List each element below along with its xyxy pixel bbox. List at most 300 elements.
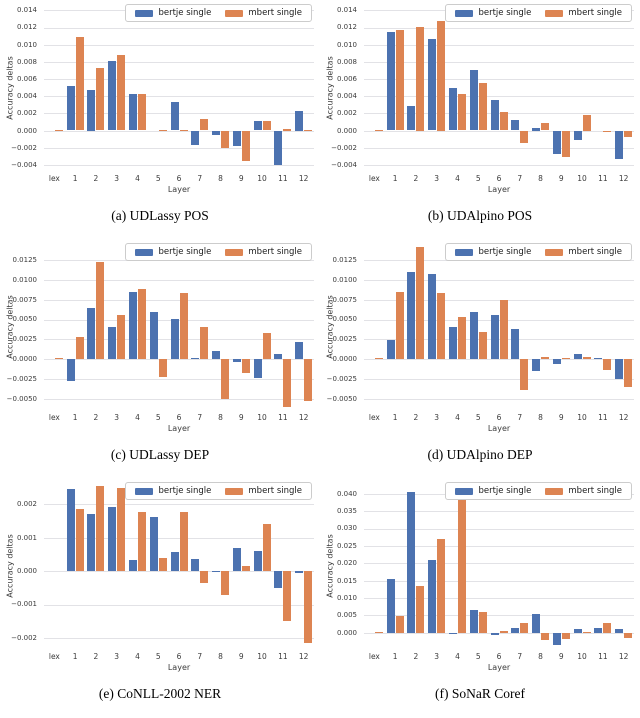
bar-mbert-8 (221, 131, 229, 148)
bar-mbert-4 (138, 289, 146, 359)
bar-mbert-5 (479, 332, 487, 359)
bar-bertje-2 (407, 492, 415, 633)
bar-mbert-6 (180, 130, 188, 131)
x-tick-label: 11 (278, 652, 288, 661)
x-tick-label: 7 (197, 652, 203, 661)
x-axis-title: Layer (167, 185, 191, 194)
gridline (364, 165, 634, 166)
bar-bertje-11 (594, 628, 602, 633)
x-tick-label: 8 (538, 413, 543, 422)
y-tick-label: −0.002 (11, 143, 37, 152)
caption-f: (f) SoNaR Coref (435, 686, 525, 701)
bar-bertje-9 (553, 633, 561, 645)
bar-mbert-12 (304, 359, 312, 401)
gridline (364, 615, 634, 616)
x-tick-label: 4 (135, 413, 140, 422)
bar-bertje-3 (108, 61, 116, 131)
bar-mbert-2 (96, 486, 104, 571)
bar-mbert-11 (603, 623, 611, 632)
caption-e: (e) CoNLL-2002 NER (98, 686, 222, 701)
caption-a: (a) UDLassy POS (111, 208, 209, 223)
bar-bertje-10 (254, 551, 262, 571)
bar-bertje-2 (87, 308, 95, 359)
y-axis-title: Accuracy deltas (5, 534, 15, 598)
bar-mbert-4 (458, 317, 466, 359)
y-tick-label: 0.0025 (12, 335, 37, 344)
x-tick-label: 8 (218, 174, 223, 183)
bar-mbert-7 (520, 359, 528, 390)
x-tick-label: 8 (538, 652, 543, 661)
bar-mbert-9 (562, 131, 570, 158)
bar-bertje-12 (295, 571, 303, 573)
bar-mbert-11 (603, 131, 611, 133)
x-tick-label: 12 (298, 174, 309, 183)
x-tick-label: 7 (197, 174, 203, 183)
x-tick-label: 5 (475, 413, 481, 422)
bar-bertje-7 (191, 131, 199, 146)
bar-bertje-10 (574, 354, 582, 359)
bar-mbert-8 (541, 633, 549, 641)
bertje-swatch-icon (135, 10, 153, 17)
x-tick-label: 9 (558, 413, 564, 422)
legend-label: mbert single (248, 486, 302, 496)
y-tick-label: 0.040 (336, 489, 357, 498)
bar-mbert-7 (200, 327, 208, 359)
bar-mbert-10 (583, 115, 591, 130)
bar-mbert-3 (117, 55, 125, 131)
legend-label: mbert single (568, 8, 622, 18)
gridline (44, 280, 314, 281)
x-tick-label: 5 (475, 652, 481, 661)
y-tick-label: 0.0100 (332, 275, 357, 284)
bar-bertje-2 (407, 272, 415, 359)
x-tick-label: 6 (496, 413, 502, 422)
x-axis-title: Layer (487, 185, 511, 194)
bar-bertje-3 (428, 560, 436, 633)
bar-bertje-1 (387, 340, 395, 359)
gridline (364, 62, 634, 63)
y-tick-label: 0.0125 (332, 256, 357, 265)
x-tick-label: 1 (72, 652, 78, 661)
x-tick-label: lex (48, 174, 60, 183)
x-tick-label: 5 (475, 174, 481, 183)
caption-d: (d) UDAlpino DEP (427, 447, 533, 462)
gridline (364, 148, 634, 149)
gridline (364, 96, 634, 97)
x-tick-label: 11 (598, 652, 608, 661)
mbert-swatch-icon (545, 10, 563, 17)
bar-mbert-7 (520, 623, 528, 633)
bar-bertje-6 (171, 102, 179, 130)
x-tick-label: 3 (434, 652, 440, 661)
bar-mbert-3 (117, 315, 125, 359)
x-tick-label: 1 (72, 413, 78, 422)
x-tick-label: 3 (114, 174, 120, 183)
bar-mbert-12 (304, 571, 312, 643)
bar-bertje-4 (449, 633, 457, 634)
y-tick-label: −0.0050 (326, 394, 357, 403)
bar-mbert-6 (500, 631, 508, 633)
x-tick-label: 10 (257, 652, 267, 661)
bar-bertje-5 (150, 312, 158, 359)
bar-bertje-5 (150, 517, 158, 571)
bar-mbert-lex (55, 358, 63, 359)
bar-bertje-5 (470, 312, 478, 360)
bar-bertje-10 (254, 121, 262, 130)
x-tick-label: 1 (392, 174, 398, 183)
bar-mbert-8 (221, 571, 229, 595)
gridline (44, 96, 314, 97)
x-tick-label: 11 (598, 174, 608, 183)
bar-mbert-5 (479, 83, 487, 130)
bar-mbert-4 (458, 94, 466, 131)
bar-bertje-12 (615, 131, 623, 159)
gridline (364, 633, 634, 634)
x-tick-label: 12 (298, 652, 309, 661)
x-tick-label: 3 (114, 652, 120, 661)
gridline (364, 79, 634, 80)
bar-bertje-4 (449, 327, 457, 359)
bar-bertje-2 (87, 514, 95, 571)
x-tick-label: 4 (135, 174, 140, 183)
x-tick-label: 6 (176, 174, 182, 183)
y-tick-label: 0.0075 (12, 295, 37, 304)
legend-label: bertje single (478, 8, 532, 18)
legend-label: bertje single (478, 486, 532, 496)
x-tick-label: 8 (218, 413, 223, 422)
bar-bertje-3 (428, 39, 436, 131)
bar-mbert-6 (180, 512, 188, 571)
y-tick-label: 0.004 (336, 92, 357, 101)
y-tick-label: −0.004 (11, 160, 37, 169)
bar-mbert-2 (96, 68, 104, 131)
bar-bertje-9 (553, 359, 561, 364)
x-tick-label: 6 (176, 413, 182, 422)
bar-bertje-10 (254, 359, 262, 378)
bar-bertje-9 (233, 359, 241, 362)
gridline (44, 359, 314, 360)
bar-mbert-1 (396, 616, 404, 632)
bar-mbert-10 (583, 357, 591, 359)
x-tick-label: 2 (413, 652, 419, 661)
y-tick-label: 0.0075 (332, 295, 357, 304)
x-tick-label: 11 (598, 413, 608, 422)
bar-mbert-1 (396, 292, 404, 359)
gridline (44, 165, 314, 166)
y-tick-label: −0.0025 (326, 374, 357, 383)
x-tick-label: 7 (517, 413, 523, 422)
x-tick-label: 4 (455, 652, 460, 661)
x-tick-label: 11 (278, 413, 288, 422)
bar-mbert-1 (76, 37, 84, 131)
x-tick-label: 5 (155, 652, 161, 661)
y-tick-label: 0.000 (336, 126, 357, 135)
bar-bertje-2 (407, 106, 415, 130)
bar-mbert-3 (437, 21, 445, 131)
x-tick-label: 7 (517, 652, 523, 661)
bar-bertje-7 (191, 358, 199, 360)
x-axis-title: Layer (487, 424, 511, 433)
x-tick-label: 10 (577, 652, 587, 661)
bar-bertje-3 (428, 274, 436, 360)
y-tick-label: 0.0100 (12, 275, 37, 284)
bar-mbert-8 (221, 359, 229, 399)
y-axis-title: Accuracy deltas (5, 56, 15, 120)
legend-item-mbert (225, 8, 302, 18)
bar-bertje-12 (615, 359, 623, 379)
x-tick-label: lex (368, 652, 380, 661)
legend-item-mbert (225, 486, 302, 496)
y-tick-label: 0.008 (336, 57, 357, 66)
y-axis-title: Accuracy deltas (325, 295, 335, 359)
gridline (364, 45, 634, 46)
legend-item-mbert (545, 247, 622, 257)
bar-bertje-12 (615, 629, 623, 633)
bar-bertje-6 (171, 319, 179, 359)
gridline (44, 45, 314, 46)
legend (445, 4, 632, 22)
x-tick-label: 10 (577, 174, 587, 183)
x-tick-label: 1 (392, 413, 398, 422)
y-tick-label: 0.012 (336, 23, 357, 32)
y-tick-label: 0.025 (336, 541, 357, 550)
bar-mbert-12 (624, 633, 632, 638)
legend (125, 482, 312, 500)
y-tick-label: −0.002 (11, 633, 37, 642)
gridline (364, 131, 634, 132)
y-tick-label: −0.004 (331, 160, 357, 169)
bar-bertje-7 (191, 559, 199, 571)
bar-mbert-10 (263, 333, 271, 359)
x-tick-label: 11 (278, 174, 288, 183)
y-tick-label: 0.0050 (332, 315, 357, 324)
legend-label: bertje single (158, 8, 212, 18)
caption-c: (c) UDLassy DEP (110, 447, 210, 462)
bar-mbert-6 (180, 293, 188, 359)
bar-bertje-2 (87, 90, 95, 130)
bar-mbert-10 (263, 524, 271, 571)
gridline (44, 504, 314, 505)
y-tick-label: 0.015 (336, 576, 357, 585)
x-tick-label: 7 (517, 174, 523, 183)
bar-bertje-5 (470, 610, 478, 633)
chart-e (0, 478, 320, 676)
x-tick-label: lex (48, 652, 60, 661)
subplot-a (0, 0, 320, 239)
x-tick-label: 9 (558, 174, 564, 183)
bar-mbert-9 (562, 358, 570, 359)
bar-mbert-2 (416, 27, 424, 131)
bertje-swatch-icon (135, 249, 153, 256)
x-tick-label: 3 (434, 413, 440, 422)
gridline (364, 563, 634, 564)
y-tick-label: 0.006 (336, 74, 357, 83)
x-tick-label: 4 (135, 652, 140, 661)
mbert-swatch-icon (225, 10, 243, 17)
bar-mbert-6 (500, 112, 508, 131)
bar-mbert-3 (117, 488, 125, 571)
x-tick-label: 3 (434, 174, 440, 183)
y-tick-label: 0.012 (16, 23, 37, 32)
gridline (364, 511, 634, 512)
bar-bertje-3 (108, 507, 116, 571)
bar-bertje-10 (574, 629, 582, 632)
y-tick-label: 0.014 (336, 6, 357, 15)
x-tick-label: 2 (93, 413, 99, 422)
y-tick-label: −0.001 (11, 600, 37, 609)
gridline (364, 529, 634, 530)
legend-item-mbert (545, 8, 622, 18)
y-tick-label: 0.0125 (12, 256, 37, 265)
gridline (44, 79, 314, 80)
bar-mbert-10 (263, 121, 271, 130)
bar-mbert-lex (55, 130, 63, 131)
y-tick-label: 0.000 (336, 628, 357, 637)
bar-bertje-8 (532, 128, 540, 131)
bar-mbert-1 (76, 337, 84, 359)
gridline (364, 399, 634, 400)
legend-label: mbert single (568, 486, 622, 496)
chart-d (320, 239, 640, 437)
legend (445, 482, 632, 500)
gridline (44, 399, 314, 400)
x-tick-label: 7 (197, 413, 203, 422)
caption-b: (b) UDAlpino POS (427, 208, 533, 223)
mbert-swatch-icon (225, 249, 243, 256)
bar-mbert-5 (159, 558, 167, 571)
gridline (44, 379, 314, 380)
x-tick-label: 3 (114, 413, 120, 422)
x-tick-label: 6 (176, 652, 182, 661)
bertje-swatch-icon (135, 488, 153, 495)
bar-mbert-7 (520, 131, 528, 144)
x-tick-label: 6 (496, 652, 502, 661)
y-tick-label: 0.0050 (12, 315, 37, 324)
x-tick-label: 2 (413, 413, 419, 422)
bar-bertje-10 (574, 131, 582, 140)
gridline (364, 28, 634, 29)
bar-bertje-7 (511, 120, 519, 130)
bar-mbert-9 (242, 359, 250, 372)
y-tick-label: 0.005 (336, 611, 357, 620)
x-tick-label: 5 (155, 174, 161, 183)
legend-item-bertje (455, 247, 531, 257)
bar-bertje-8 (212, 131, 220, 135)
x-tick-label: 12 (618, 413, 629, 422)
bar-bertje-4 (129, 560, 137, 571)
legend (125, 243, 312, 261)
legend-label: mbert single (248, 8, 302, 18)
legend (125, 4, 312, 22)
bar-mbert-5 (479, 612, 487, 633)
bar-mbert-7 (200, 571, 208, 583)
y-axis-title: Accuracy deltas (5, 295, 15, 359)
y-tick-label: 0.020 (336, 559, 357, 568)
x-tick-label: 12 (618, 174, 629, 183)
x-axis-title: Layer (487, 663, 511, 672)
subplot-c (0, 239, 320, 478)
bar-bertje-11 (594, 358, 602, 359)
bar-mbert-5 (159, 130, 167, 131)
bar-mbert-3 (437, 539, 445, 633)
bar-mbert-2 (416, 586, 424, 633)
gridline (44, 605, 314, 606)
bar-mbert-5 (159, 359, 167, 376)
bar-mbert-8 (541, 123, 549, 131)
x-tick-label: 9 (238, 652, 244, 661)
bar-mbert-4 (458, 490, 466, 632)
x-tick-label: 5 (155, 413, 161, 422)
gridline (364, 581, 634, 582)
bar-bertje-11 (274, 354, 282, 359)
gridline (364, 598, 634, 599)
bar-mbert-11 (283, 129, 291, 131)
gridline (364, 359, 634, 360)
x-tick-label: lex (368, 413, 380, 422)
bar-bertje-6 (491, 633, 499, 635)
bar-bertje-12 (295, 342, 303, 359)
y-tick-label: 0.000 (16, 126, 37, 135)
y-tick-label: 0.002 (336, 109, 357, 118)
bar-mbert-1 (396, 30, 404, 130)
bar-bertje-6 (171, 552, 179, 571)
legend-item-bertje (135, 247, 211, 257)
bar-bertje-1 (67, 86, 75, 131)
x-tick-label: 2 (93, 174, 99, 183)
x-tick-label: 2 (413, 174, 419, 183)
bar-mbert-9 (562, 633, 570, 639)
y-tick-label: 0.035 (336, 507, 357, 516)
y-tick-label: 0.000 (16, 567, 37, 576)
y-tick-label: 0.006 (16, 74, 37, 83)
legend-label: bertje single (158, 247, 212, 257)
mbert-swatch-icon (225, 488, 243, 495)
y-tick-label: 0.0000 (12, 355, 37, 364)
gridline (364, 280, 634, 281)
bar-mbert-12 (624, 359, 632, 387)
bar-mbert-lex (375, 358, 383, 359)
legend-item-mbert (225, 247, 302, 257)
bertje-swatch-icon (455, 249, 473, 256)
y-tick-label: 0.010 (336, 40, 357, 49)
y-tick-label: 0.008 (16, 57, 37, 66)
legend-item-bertje (455, 486, 531, 496)
bar-mbert-11 (603, 359, 611, 370)
y-tick-label: 0.002 (16, 109, 37, 118)
y-tick-label: 0.010 (16, 40, 37, 49)
bar-bertje-8 (532, 614, 540, 632)
x-tick-label: 10 (257, 174, 267, 183)
y-tick-label: 0.0025 (332, 335, 357, 344)
bar-bertje-1 (67, 489, 75, 571)
x-axis-title: Layer (167, 663, 191, 672)
y-tick-label: −0.002 (331, 143, 357, 152)
bar-bertje-7 (511, 329, 519, 359)
x-tick-label: 9 (238, 413, 244, 422)
legend-item-bertje (455, 8, 531, 18)
bar-mbert-9 (242, 566, 250, 571)
gridline (44, 62, 314, 63)
x-tick-label: 9 (238, 174, 244, 183)
x-tick-label: 4 (455, 174, 460, 183)
legend-label: bertje single (158, 486, 212, 496)
y-tick-label: 0.030 (336, 524, 357, 533)
bar-mbert-4 (138, 94, 146, 130)
chart-a (0, 0, 320, 198)
chart-b (320, 0, 640, 198)
x-tick-label: 2 (93, 652, 99, 661)
y-axis-title: Accuracy deltas (325, 534, 335, 598)
